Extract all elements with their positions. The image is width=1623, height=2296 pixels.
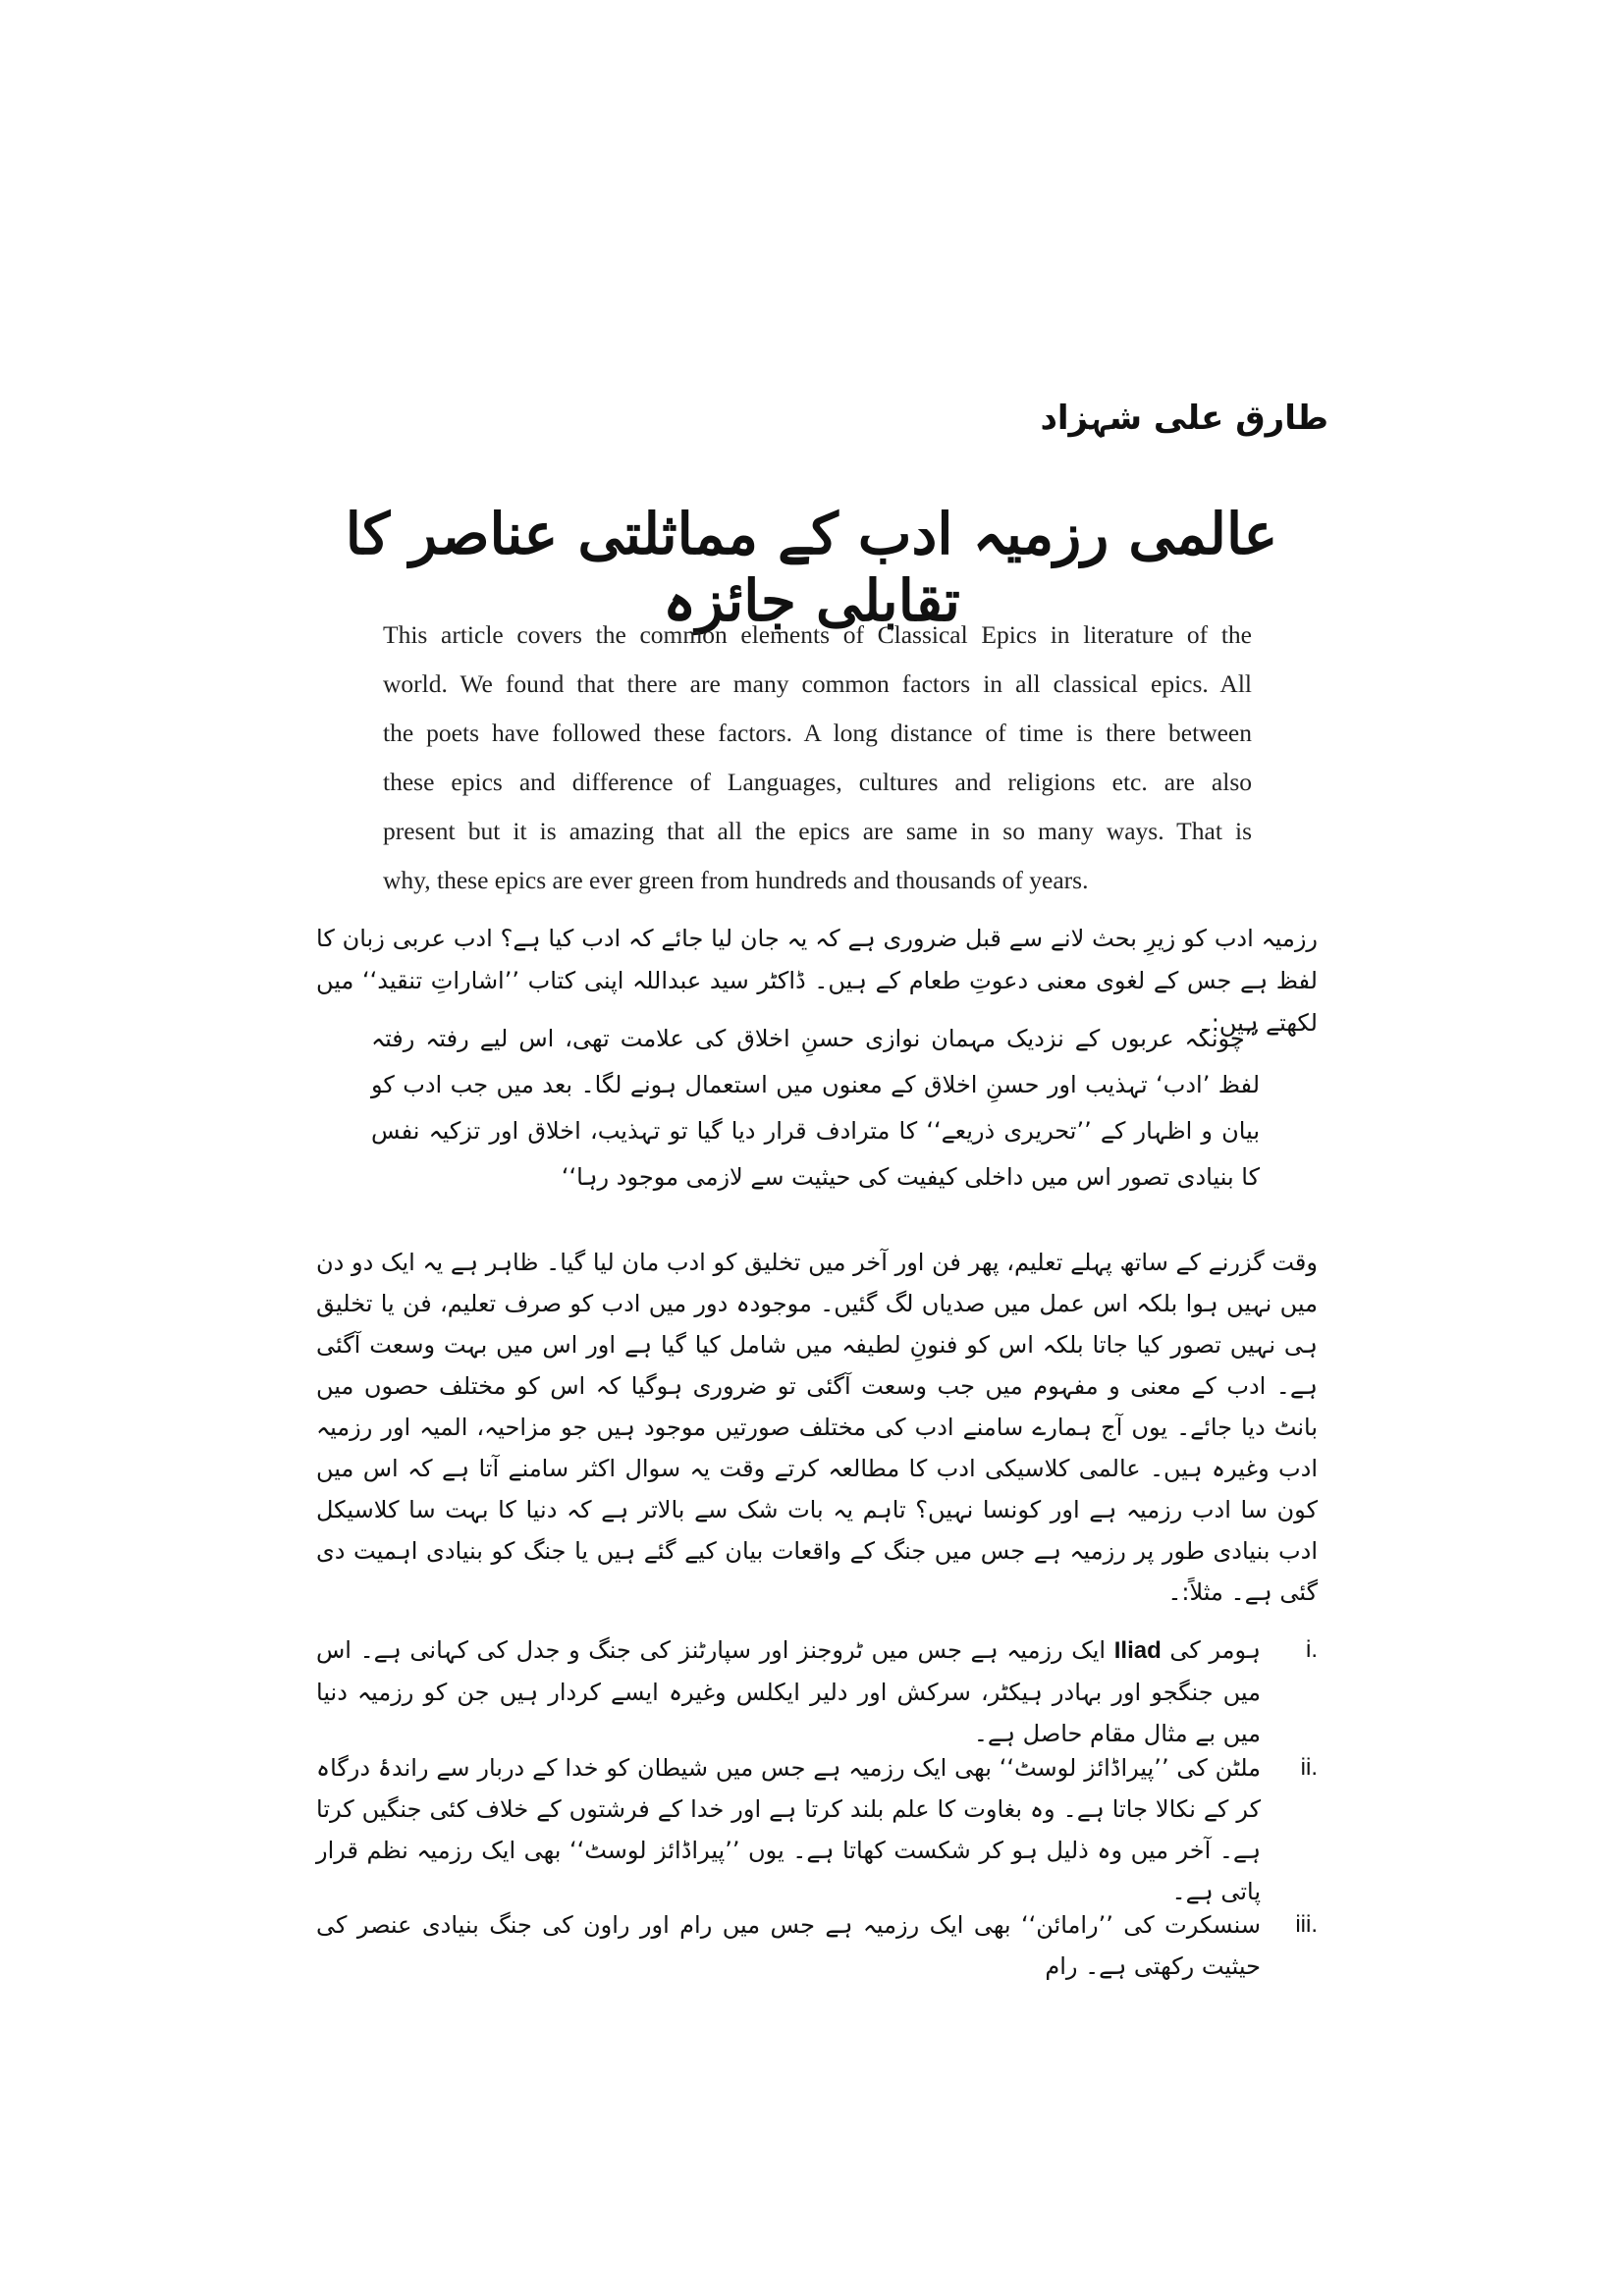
abstract-line: why, these epics are ever green from hundreds and thousands of years. (383, 866, 1089, 894)
body-paragraph: وقت گزرنے کے ساتھ پہلے تعلیم، پھر فن اور آخر میں تخلیق کو ادب مان لیا گیا۔ ظاہر ہے یہ ایک دو دن میں نہیں ہوا بلکہ اس عمل میں صدیاں لگ گئیں۔ موجودہ دور میں ادب کو صرف تعلیم، فن یا تخلیق ہی نہیں تصور کیا جاتا بلکہ اس کو فنونِ لطیفہ میں شامل کیا گیا ہے اور اس میں بہت وسعت آگئی ہے۔ ادب کے معنی و مفہوم میں جب وسعت آگئی تو ضروری ہوگیا کہ اس کو مختلف حصوں میں بانٹ دیا جائے۔ یوں آج ہمارے سامنے ادب کی مختلف صورتیں موجود ہیں جو مزاحیہ، المیہ اور رزمیہ ادب وغیرہ ہیں۔ عالمی کلاسیکی ادب کا مطالعہ کرتے وقت یہ سوال اکثر سامنے آتا ہے کہ اس میں کون سا ادب رزمیہ ہے اور کونسا نہیں؟ تاہم یہ بات شک سے بالاتر ہے کہ دنیا کا بہت سا کلاسیکل ادب بنیادی طور پر رزمیہ ہے جس میں جنگ کے واقعات بیان کیے گئے ہیں یا جنگ کو بنیادی اہمیت دی گئی ہے۔ مثلاً:۔ (316, 1249, 1318, 1606)
abstract-line: these epics and difference of Languages, cultures and religions etc. are also (383, 768, 1252, 796)
list-item-number: ii. (1300, 1754, 1318, 1781)
abstract-line: the poets have followed these factors. A long distance of time is there between (383, 719, 1252, 747)
list-item (316, 1904, 1318, 1987)
abstract-line: This article covers the common elements of Classical Epics in literature of the (383, 620, 1252, 649)
list-item-text: ملٹن کی ’’پیراڈائز لوسٹ‘‘ بھی ایک رزمیہ ہے جس میں شیطان کو خدا کے دربار سے راندۂ درگاہ کر کے نکالا جاتا ہے۔ وہ بغاوت کا علم بلند کرتا ہے اور خدا کے فرشتوں کے خلاف کئی جنگیں کرتا ہے۔ آخر میں وہ ذلیل ہو کر شکست کھاتا ہے۔ یوں ’’پیراڈائز لوسٹ‘‘ بھی ایک رزمیہ نظم قرار پاتی ہے۔ (316, 1754, 1261, 1905)
intro-paragraph: رزمیہ ادب کو زیرِ بحث لانے سے قبل ضروری ہے کہ یہ جان لیا جائے کہ ادب کیا ہے؟ ادب عربی زبان کا لفظ ہے جس کے لغوی معنی دعوتِ طعام کے ہیں۔ ڈاکٹر سید عبداللہ اپنی کتاب ’’اشاراتِ تنقید‘‘ میں لکھتے ہیں:۔ (316, 925, 1318, 1037)
list-item-text: سنسکرت کی ’’رامائن‘‘ بھی ایک رزمیہ ہے جس میں رام اور راون کی جنگ بنیادی عنصر کی حیثیت رکھتی ہے۔ رام (316, 1911, 1261, 1980)
list-item-text-part: ایک رزمیہ ہے جس میں ٹروجنز اور سپارٹنز کی جنگ و جدل کی کہانی ہے۔ اس میں جنگجو اور بہادر ہیکٹر، سرکش اور دلیر ایکلس وغیرہ ایسے کردار ہیں جن کو رزمیہ دنیا میں بے مثال مقام حاصل ہے۔ (316, 1636, 1261, 1747)
author-name: طارق علی شہزاد (1040, 399, 1328, 438)
list-item-text-part: ہومر کی (1161, 1636, 1261, 1664)
english-abstract (383, 611, 1252, 905)
abstract-line: present but it is amazing that all the epics are same in so many ways. That is (383, 817, 1252, 845)
list-item-text (316, 1629, 1261, 1754)
iliad-term: Iliad (1113, 1637, 1162, 1664)
block-quote: ’’چونکہ عربوں کے نزدیک مہمان نوازی حسنِ اخلاق کی علامت تھی، اس لیے رفتہ رفتہ لفظ ’ادب‘ تہذیب اور حسنِ اخلاق کے معنوں میں استعمال ہونے لگا۔ بعد میں جب ادب کو بیان و اظہار کے ’’تحریری ذریعے‘‘ کا مترادف قرار دیا گیا تو تہذیب، اخلاق اور تزکیہ نفس کا بنیادی تصور اس میں داخلی کیفیت کی حیثیت سے لازمی موجود رہا‘‘ (371, 1025, 1260, 1191)
list-item (316, 1629, 1318, 1754)
list-item-number: iii. (1295, 1911, 1318, 1938)
list-item (316, 1747, 1318, 1912)
article-title: عالمی رزمیہ ادب کے مماثلتی عناصر کا تقابلی جائزہ (345, 501, 1278, 634)
list-item-number: i. (1306, 1636, 1318, 1663)
abstract-line: world. We found that there are many common factors in all classical epics. All (383, 669, 1252, 698)
